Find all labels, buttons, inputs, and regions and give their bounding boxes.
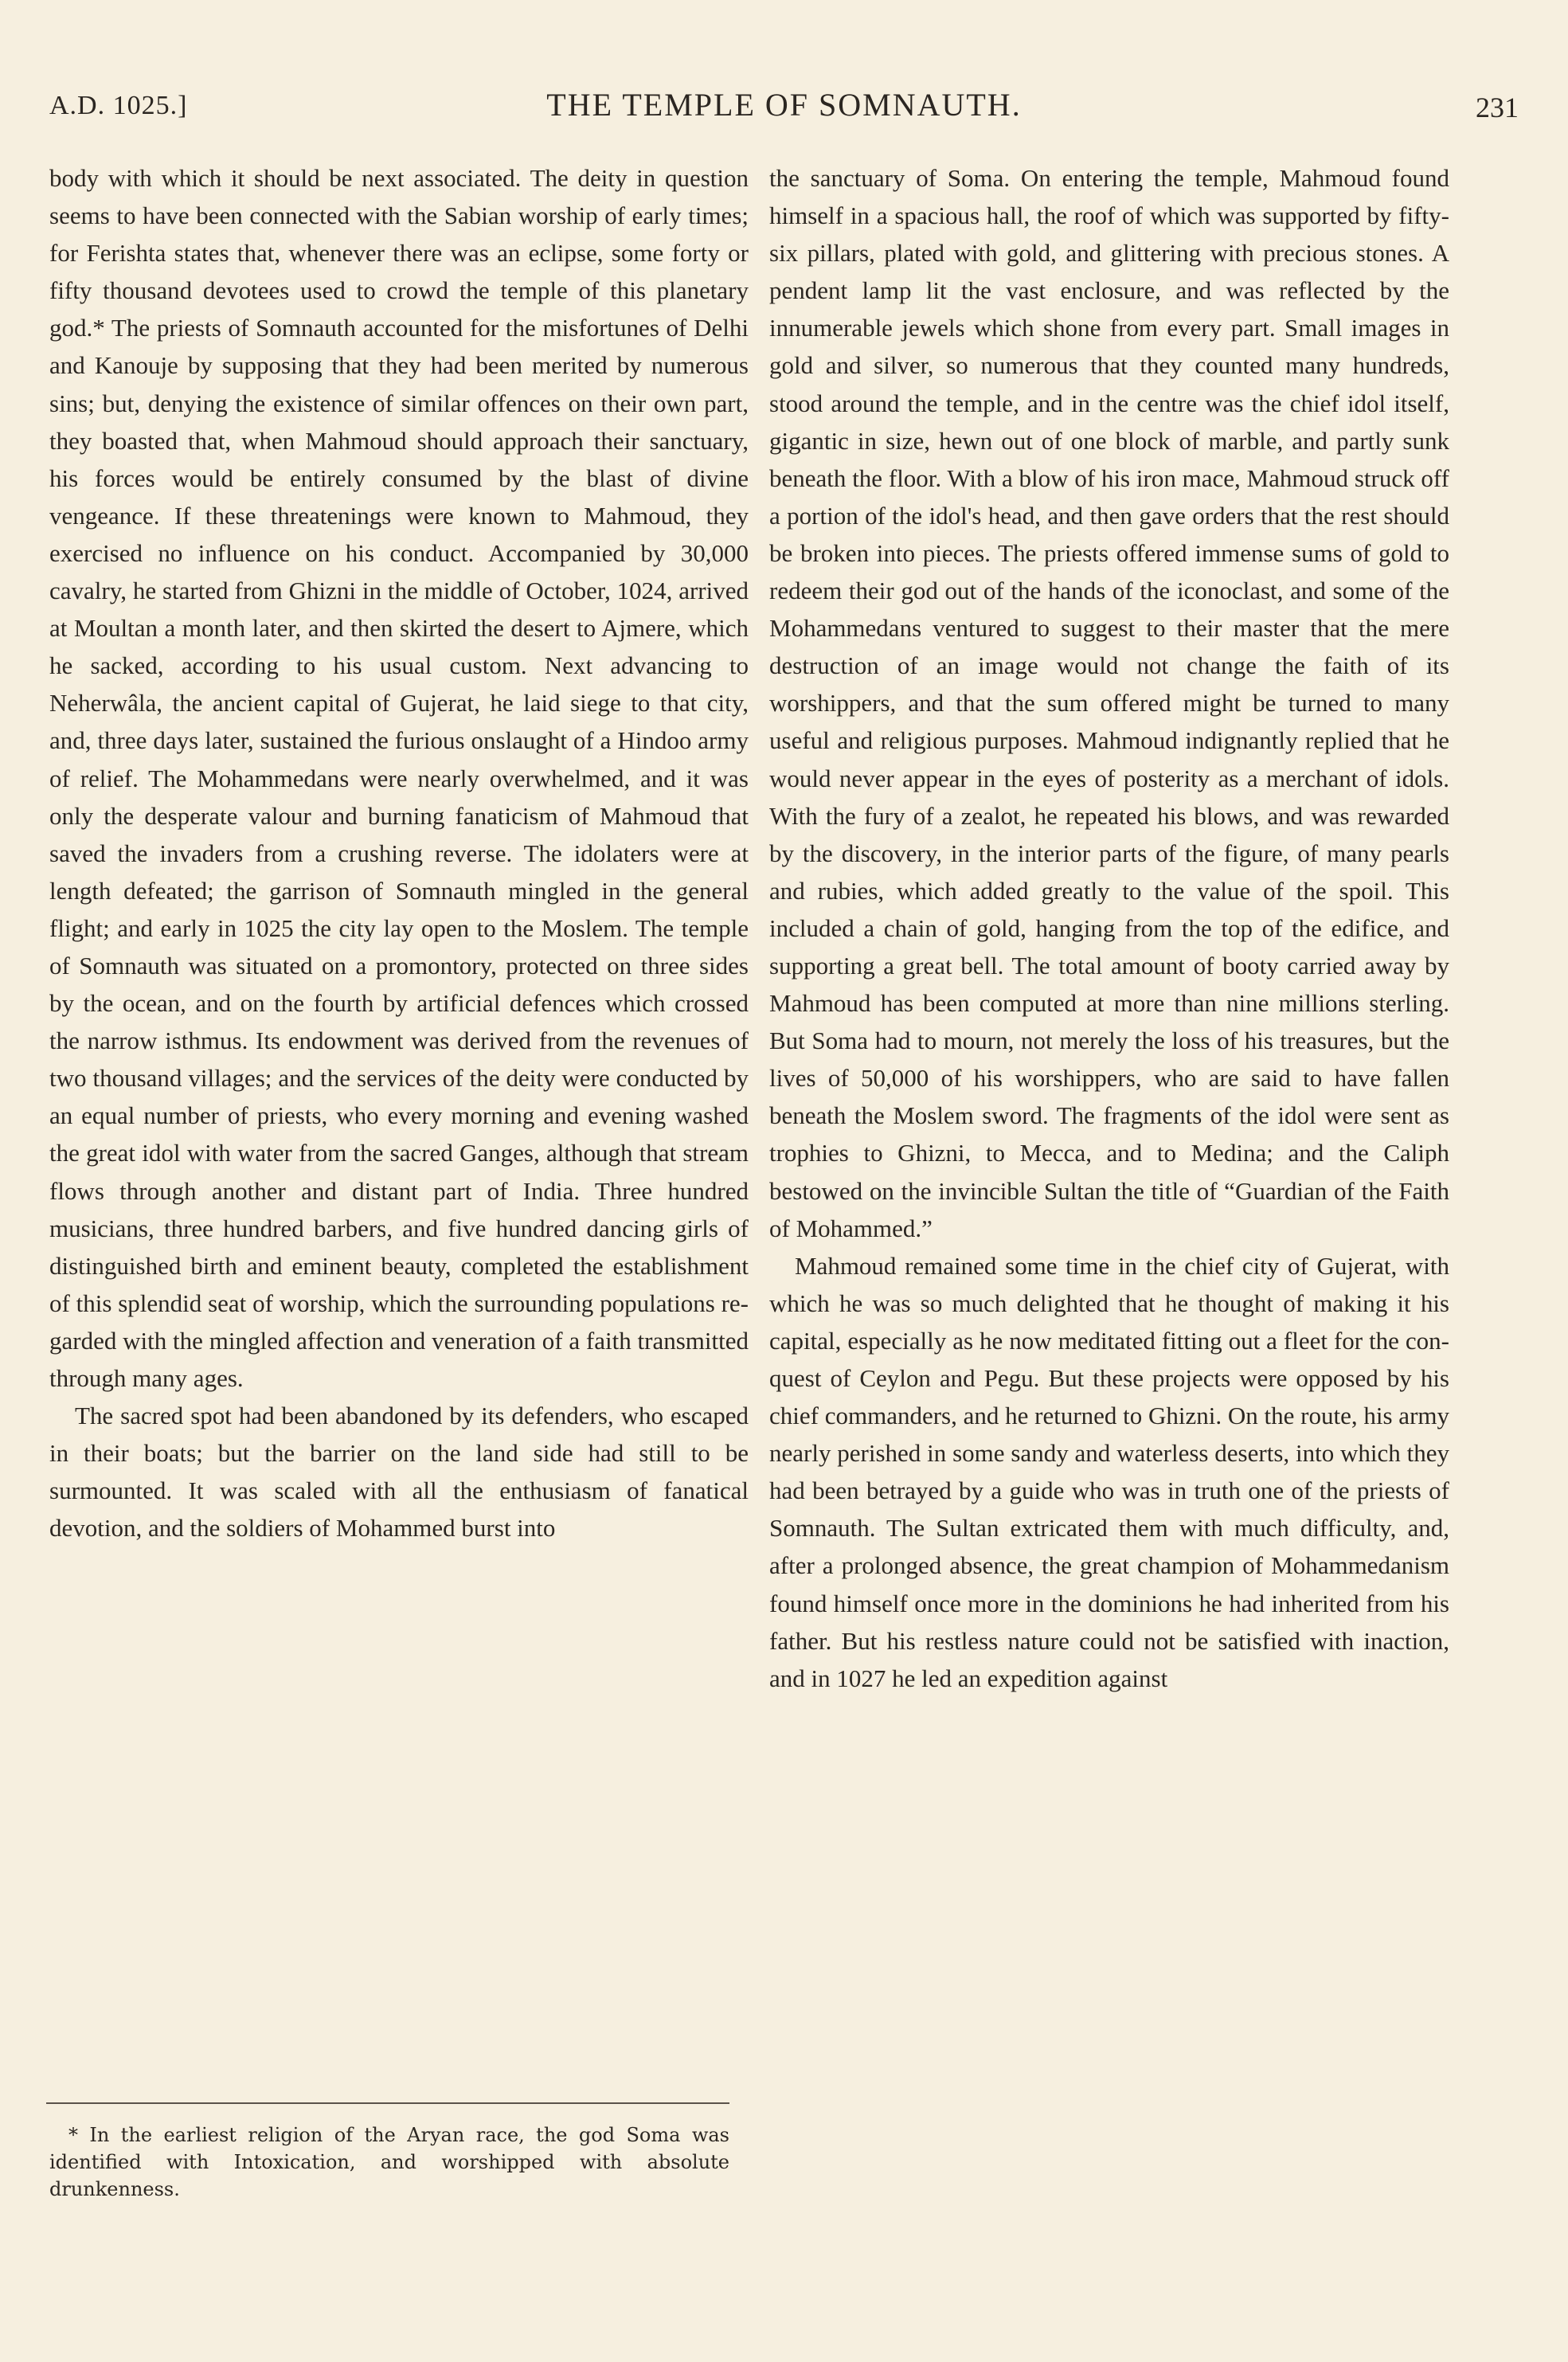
page-number: 231 — [1476, 92, 1519, 123]
header-date: A.D. 1025.] — [49, 91, 188, 120]
left-column — [49, 159, 749, 1547]
footnote — [49, 2121, 729, 2203]
right-paragraph-1: the sanctuary of Soma. On entering the temple, Mahmoud found himself in a spacious hall, the roof of which was supported by fifty-six pillars, plated with gold, and glittering with precious stones. A pendent lamp lit the vast enclosure, and was reflected by the innumerable jewels which shone from every part. Small images in gold and silver, so numerous that they counted many hundreds, stood around the temple, and in the centre was the chief idol itself, gigantic in size, hewn out of one block of marble, and partly sunk beneath the floor. With a blow of his iron mace, Mahmoud struck off a portion of the idol's head, and then gave orders that the rest should be broken into pieces. The priests offered immense sums of gold to redeem their god out of the hands of the iconoclast, and some of the Mohammedans ventured to suggest to their master that the mere destruction of an image would not change the faith of its worshippers, and that the sum offered might be turned to many useful and religious purposes. Mahmoud indignantly replied that he would never appear in the eyes of posterity as a merchant of idols. With the fury of a zealot, he repeated his blows, and was rewarded by the discovery, in the interior parts of the figure, of many pearls and rubies, which added greatly to the value of the spoil. This included a chain of gold, hanging from the top of the edifice, and supporting a great bell. The total amount of booty carried away by Mahmoud has been computed at more than nine millions sterling. But Soma had to mourn, not merely the loss of his treasures, but the lives of 50,000 of his worshippers, who are said to have fallen beneath the Moslem sword. The fragments of the idol were sent as trophies to Ghizni, to Mecca, and to Medina; and the Caliph bestowed on the invincible Sultan the title of “Guardian of the Faith of Mohammed.” — [769, 164, 1449, 1242]
left-paragraph-1: body with which it should be next associated. The deity in question seems to have been connected with the Sabian worship of early times; for Ferishta states that, whenever there was an eclipse, some forty or fifty thousand devotees used to crowd the temple of this planetary god.* The priests of Somnauth accounted for the misfortunes of Delhi and Kanouje by supposing that they had been merited by numerous sins; but, denying the existence of similar offences on their own part, they boasted that, when Mahmoud should approach their sanctuary, his forces would be entirely consumed by the blast of divine vengeance. If these threatenings were known to Mahmoud, they exercised no influence on his conduct. Accompanied by 30,000 cavalry, he started from Ghizni in the middle of October, 1024, arrived at Moultan a month later, and then skirted the desert to Ajmere, which he sacked, according to his usual custom. Next advancing to Neherwâla, the ancient capital of Gujerat, he laid siege to that city, and, three days later, sustained the furious onslaught of a Hindoo army of relief. The Mohammedans were nearly overwhelmed, and it was only the desperate valour and burning fanaticism of Mahmoud that saved the invaders from a crushing reverse. The idolaters were at length defeated; the garrison of Somnauth mingled in the general flight; and early in 1025 the city lay open to the Moslem. The temple of Somnauth was situated on a promontory, protected on three sides by the ocean, and on the fourth by artificial defences which crossed the narrow isthmus. Its endowment was derived from the revenues of two thousand villages; and the services of the deity were conducted by an equal number of priests, who every morning and evening washed the great idol with water from the sacred Ganges, although that stream flows through another and distant part of India. Three hundred musicians, three hundred barbers, and five hundred dancing girls of distinguished birth and eminent beauty, completed the establishment of this splendid seat of worship, which the surrounding populations regarded with the mingled affection and veneration of a faith transmitted through many ages. — [49, 164, 749, 1392]
header-title: THE TEMPLE OF SOMNAUTH. — [546, 87, 1022, 123]
right-paragraph-2: Mahmoud remained some time in the chief city of Gujerat, with which he was so much delighted that he thought of making it his capital, especially as he now meditated fitting out a fleet for the conquest of Ceylon and Pegu. But these projects were opposed by his chief commanders, and he returned to Ghizni. On the route, his army nearly perished in some sandy and waterless deserts, into which they had been betrayed by a guide who was in truth one of the priests of Somnauth. The Sultan extricated them with much difficulty, and, after a prolonged absence, the great champion of Mohammedanism found himself once more in the dominions he had inherited from his father. But his restless nature could not be satisfied with inaction, and in 1027 he led an expedition against — [769, 1251, 1449, 1692]
footnote-text: * In the earliest religion of the Aryan race, the god Soma was identified with Intoxication, and worshipped with absolute drunkenness. — [49, 2124, 729, 2200]
running-header — [49, 86, 1519, 134]
left-paragraph-2: The sacred spot had been abandoned by its defenders, who escaped in their boats; but the barrier on the land side had still to be surmounted. It was scaled with all the enthusiasm of fanatical devotion, and the soldiers of Mohammed burst into — [49, 1402, 749, 1543]
right-column — [769, 159, 1449, 1697]
footnote-rule — [46, 2102, 729, 2104]
